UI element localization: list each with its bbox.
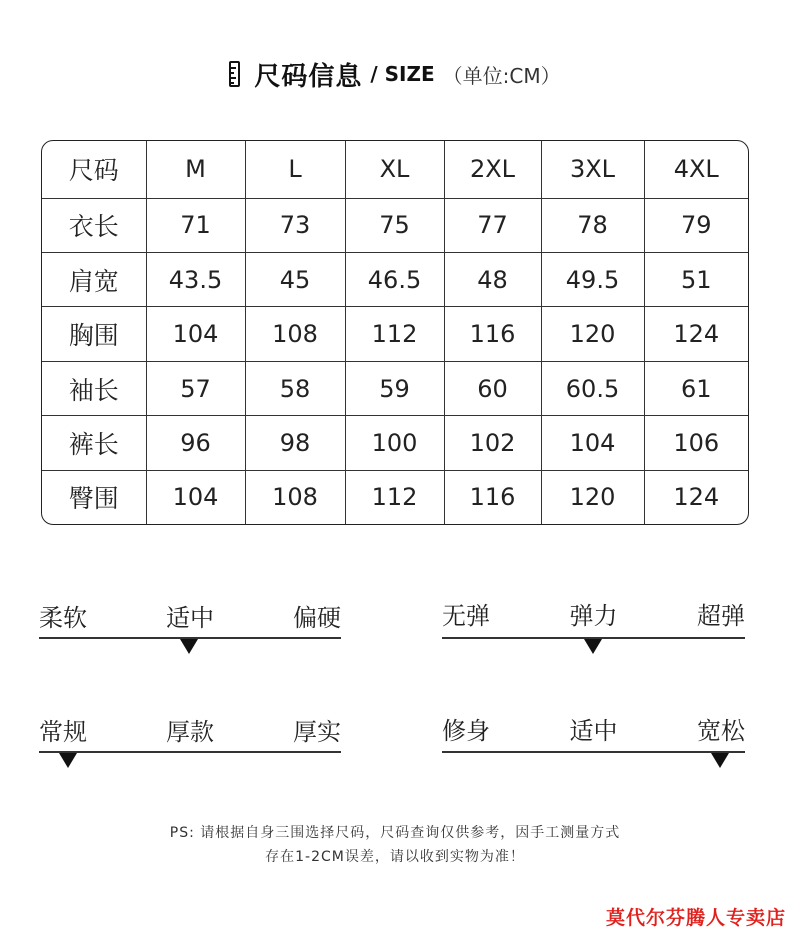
table-cell: 120 xyxy=(541,307,644,361)
table-cell: 59 xyxy=(345,361,444,415)
table-cell: 124 xyxy=(644,307,748,361)
header-cell: 4XL xyxy=(644,141,748,198)
fit-scale xyxy=(442,710,745,745)
table-row xyxy=(42,416,748,470)
row-label: 臀围 xyxy=(42,470,146,524)
table-cell: 108 xyxy=(245,307,345,361)
unit-label: （单位:CM） xyxy=(442,63,561,88)
table-cell: 78 xyxy=(541,198,644,252)
header-cell: 2XL xyxy=(444,141,541,198)
scale-label: 宽松 xyxy=(697,716,745,745)
table-cell: 106 xyxy=(644,416,748,470)
softness-scale xyxy=(39,597,341,632)
row-label: 胸围 xyxy=(42,307,146,361)
table-cell: 124 xyxy=(644,470,748,524)
elasticity-scale xyxy=(442,595,745,630)
scale-marker-icon xyxy=(711,753,729,768)
size-label: / SIZE xyxy=(370,62,435,86)
table-cell: 112 xyxy=(345,470,444,524)
scale-label: 超弹 xyxy=(697,601,745,630)
table-cell: 43.5 xyxy=(146,252,245,306)
table-row xyxy=(42,470,748,524)
table-row xyxy=(42,252,748,306)
scale-marker-icon xyxy=(584,639,602,654)
table-row xyxy=(42,307,748,361)
size-info-title xyxy=(0,52,790,96)
scale-label: 柔软 xyxy=(39,603,87,632)
table-cell: 96 xyxy=(146,416,245,470)
table-cell: 116 xyxy=(444,470,541,524)
table-cell: 108 xyxy=(245,470,345,524)
scale-marker-icon xyxy=(180,639,198,654)
table-cell: 57 xyxy=(146,361,245,415)
size-table xyxy=(41,140,749,525)
table-cell: 60.5 xyxy=(541,361,644,415)
scale-marker-icon xyxy=(59,753,77,768)
table-cell: 75 xyxy=(345,198,444,252)
scale-label: 厚实 xyxy=(293,717,341,746)
table-cell: 120 xyxy=(541,470,644,524)
scale-label: 偏硬 xyxy=(293,603,341,632)
table-cell: 102 xyxy=(444,416,541,470)
scale-label: 适中 xyxy=(166,603,214,632)
table-cell: 73 xyxy=(245,198,345,252)
row-label: 袖长 xyxy=(42,361,146,415)
row-label: 肩宽 xyxy=(42,252,146,306)
table-cell: 100 xyxy=(345,416,444,470)
table-cell: 79 xyxy=(644,198,748,252)
table-cell: 61 xyxy=(644,361,748,415)
table-row xyxy=(42,198,748,252)
header-cell: XL xyxy=(345,141,444,198)
thickness-scale xyxy=(39,711,341,746)
scale-label: 厚款 xyxy=(166,717,214,746)
scale-label: 常规 xyxy=(39,717,87,746)
table-cell: 46.5 xyxy=(345,252,444,306)
table-cell: 71 xyxy=(146,198,245,252)
scale-label: 适中 xyxy=(569,716,618,745)
table-cell: 104 xyxy=(146,307,245,361)
ruler-icon xyxy=(229,61,240,87)
table-cell: 51 xyxy=(644,252,748,306)
table-cell: 104 xyxy=(146,470,245,524)
header-cell: L xyxy=(245,141,345,198)
page-title: 尺码信息 xyxy=(254,61,363,92)
scale-line xyxy=(39,751,341,753)
shop-name: 莫代尔芬腾人专卖店 xyxy=(605,907,786,929)
note-line-2: 存在1-2CM误差，请以收到实物为准！ xyxy=(265,849,525,865)
table-header-row xyxy=(42,141,748,198)
header-cell: 尺码 xyxy=(42,141,146,198)
table-cell: 112 xyxy=(345,307,444,361)
table-cell: 98 xyxy=(245,416,345,470)
header-cell: 3XL xyxy=(541,141,644,198)
row-label: 裤长 xyxy=(42,416,146,470)
table-cell: 60 xyxy=(444,361,541,415)
table-cell: 49.5 xyxy=(541,252,644,306)
scale-label: 无弹 xyxy=(442,601,490,630)
scale-label: 修身 xyxy=(442,716,490,745)
scale-label: 弹力 xyxy=(569,601,618,630)
table-cell: 104 xyxy=(541,416,644,470)
scale-line xyxy=(442,751,745,753)
table-row xyxy=(42,361,748,415)
table-cell: 58 xyxy=(245,361,345,415)
table-cell: 77 xyxy=(444,198,541,252)
table-cell: 116 xyxy=(444,307,541,361)
note-line-1: PS: 请根据自身三围选择尺码，尺码查询仅供参考，因手工测量方式 xyxy=(169,825,621,841)
header-cell: M xyxy=(146,141,245,198)
table-cell: 48 xyxy=(444,252,541,306)
table-cell: 45 xyxy=(245,252,345,306)
row-label: 衣长 xyxy=(42,198,146,252)
